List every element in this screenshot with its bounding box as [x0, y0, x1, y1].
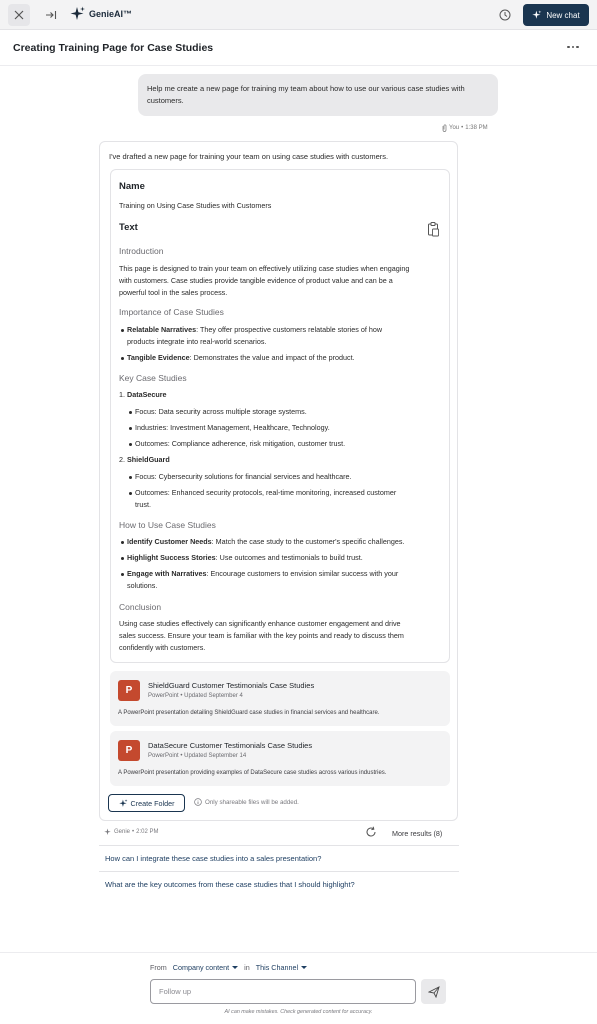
- paperclip-icon: [442, 124, 447, 132]
- conclusion-heading: Conclusion: [119, 602, 162, 612]
- introduction-line: This page is designed to train your team on effectively utilizing case studies when engaging: [119, 264, 410, 273]
- sparkle-icon: [104, 828, 112, 836]
- close-button[interactable]: [8, 4, 30, 26]
- regenerate-button[interactable]: [365, 826, 379, 840]
- study-title: [119, 455, 170, 464]
- study-bullet: Focus: Cybersecurity solutions for financial services and healthcare.: [135, 471, 352, 483]
- how-to-item-text: : Match the case study to the customer's specific challenges.: [211, 537, 405, 546]
- refresh-icon: [365, 826, 377, 838]
- how-to-item: [127, 568, 398, 580]
- conclusion-line: confidently with customers.: [119, 643, 206, 652]
- create-folder-button[interactable]: [108, 794, 185, 812]
- importance-item: [127, 352, 355, 364]
- more-dot-icon: [567, 46, 570, 49]
- file-description: A PowerPoint presentation detailing ShieldGuard case studies in financial services and healthcare.: [118, 710, 380, 716]
- source-row: [150, 963, 307, 972]
- new-chat-button[interactable]: [523, 4, 589, 26]
- collapse-panel-button[interactable]: [40, 4, 62, 26]
- new-chat-label: New chat: [546, 10, 580, 20]
- user-message: Help me create a new page for training my team about how to use our various case studies with customers.: [138, 74, 498, 116]
- user-time: 1:38 PM: [465, 125, 488, 131]
- file-card[interactable]: [110, 671, 450, 726]
- introduction-heading: Introduction: [119, 246, 164, 256]
- file-type: PowerPoint: [148, 753, 179, 759]
- importance-item-text: products integrate into real-world scenarios.: [127, 337, 267, 346]
- how-to-heading: How to Use Case Studies: [119, 520, 216, 530]
- brand: [70, 6, 132, 22]
- source-value: Company content: [172, 963, 230, 972]
- genie-author: Genie: [114, 829, 131, 835]
- send-icon: [428, 986, 440, 998]
- more-results-link[interactable]: More results (8): [392, 829, 443, 838]
- file-updated: Updated September 4: [184, 693, 243, 699]
- file-card[interactable]: [110, 731, 450, 786]
- user-author: You: [449, 125, 460, 131]
- study-bullet: Outcomes: Compliance adherence, risk mitigation, customer trust.: [135, 438, 345, 450]
- genie-time: 2:02 PM: [136, 829, 159, 835]
- introduction-line: powerful tool in the sales process.: [119, 288, 228, 297]
- close-icon: [14, 10, 24, 20]
- suggested-question[interactable]: How can I integrate these case studies into a sales presentation?: [99, 845, 459, 870]
- how-to-item-text: : Encourage customers to envision similar success with your: [206, 569, 399, 578]
- name-value: Training on Using Case Studies with Customers: [119, 201, 272, 210]
- conclusion-line: Using case studies effectively can significantly enhance customer engagement and drive: [119, 619, 401, 628]
- chevron-down-icon: [232, 966, 238, 969]
- history-icon: [499, 9, 511, 21]
- how-to-item: [127, 536, 404, 548]
- scope-value: This Channel: [255, 963, 299, 972]
- study-title: [119, 390, 167, 399]
- info-icon: [194, 798, 202, 806]
- introduction-line: with customers. Case studies provide tangible evidence of product value and can be a: [119, 276, 393, 285]
- copy-button[interactable]: [426, 221, 440, 237]
- brand-name: GenieAI™: [89, 9, 133, 19]
- file-type: PowerPoint: [148, 693, 179, 699]
- chat-title: Creating Training Page for Case Studies: [13, 42, 214, 54]
- how-to-item-title: Highlight Success Stories: [127, 553, 216, 562]
- source-dropdown[interactable]: [173, 963, 238, 972]
- collapse-panel-icon: [45, 10, 57, 20]
- importance-item-title: Relatable Narratives: [127, 325, 197, 334]
- more-dot-icon: [576, 46, 579, 49]
- share-note-text: Only shareable files will be added.: [205, 798, 299, 806]
- file-description: A PowerPoint presentation providing examples of DataSecure case studies across various industries.: [118, 770, 387, 776]
- clipboard-icon: [426, 221, 440, 237]
- meta-separator: •: [132, 829, 135, 835]
- sparkle-icon: [532, 10, 542, 20]
- name-heading: Name: [119, 181, 145, 192]
- scope-dropdown[interactable]: [256, 963, 307, 972]
- conclusion-line: sales success. Ensure your team is familiar with the key points and ready to discuss them: [119, 631, 404, 640]
- study-bullet-continued: trust.: [135, 500, 151, 509]
- file-title[interactable]: DataSecure Customer Testimonials Case Studies: [148, 741, 313, 750]
- file-title[interactable]: ShieldGuard Customer Testimonials Case Studies: [148, 681, 315, 690]
- suggested-question[interactable]: What are the key outcomes from these case studies that I should highlight?: [99, 871, 459, 896]
- file-meta: PowerPoint • Updated September 14: [148, 753, 247, 759]
- study-name: ShieldGuard: [127, 455, 170, 464]
- composer: [0, 952, 597, 1024]
- send-button[interactable]: [421, 979, 446, 1004]
- more-dot-icon: [572, 46, 575, 49]
- sparkle-icon: [70, 6, 86, 22]
- how-to-item-title: Identify Customer Needs: [127, 537, 212, 546]
- how-to-item-title: Engage with Narratives: [127, 569, 207, 578]
- in-label: in: [244, 963, 250, 972]
- share-note: [194, 798, 299, 806]
- file-updated: Updated September 14: [184, 753, 247, 759]
- importance-item-text: : They offer prospective customers relatable stories of how: [196, 325, 383, 334]
- importance-item-title: Tangible Evidence: [127, 353, 190, 362]
- draft-document: [110, 169, 450, 663]
- study-number: 1.: [119, 390, 125, 399]
- study-bullet: Focus: Data security across multiple storage systems.: [135, 406, 307, 418]
- genie-meta: [104, 828, 158, 836]
- create-folder-label: Create Folder: [130, 798, 175, 808]
- follow-up-input[interactable]: [150, 979, 416, 1004]
- importance-heading: Importance of Case Studies: [119, 307, 224, 317]
- from-label: From: [150, 963, 167, 972]
- more-options-button[interactable]: [563, 41, 583, 53]
- study-bullet: Industries: Investment Management, Healthcare, Technology.: [135, 422, 330, 434]
- ai-disclaimer: AI can make mistakes. Check generated content for accuracy.: [224, 1009, 373, 1015]
- how-to-item: [127, 552, 363, 564]
- text-heading: Text: [119, 222, 138, 233]
- user-message-meta: [442, 124, 488, 132]
- powerpoint-icon: P: [118, 680, 140, 701]
- chevron-down-icon: [301, 966, 307, 969]
- answer-intro: I've drafted a new page for training your team on using case studies with customers.: [109, 152, 389, 161]
- importance-item: [127, 324, 382, 336]
- sparkle-icon: [119, 799, 128, 808]
- importance-item-text: : Demonstrates the value and impact of the product.: [189, 353, 355, 362]
- powerpoint-icon: P: [118, 740, 140, 761]
- study-name: DataSecure: [127, 390, 167, 399]
- file-meta: PowerPoint • Updated September 4: [148, 693, 243, 699]
- history-button[interactable]: [494, 4, 516, 26]
- top-bar: [0, 0, 597, 30]
- answer-card: [99, 141, 458, 821]
- how-to-item-text: : Use outcomes and testimonials to build trust.: [215, 553, 363, 562]
- chat-header: [0, 30, 597, 66]
- how-to-item-text: solutions.: [127, 581, 158, 590]
- study-bullet: Outcomes: Enhanced security protocols, real-time monitoring, increased customer: [135, 487, 396, 499]
- meta-separator: •: [461, 125, 464, 131]
- study-number: 2.: [119, 455, 125, 464]
- key-studies-heading: Key Case Studies: [119, 373, 187, 383]
